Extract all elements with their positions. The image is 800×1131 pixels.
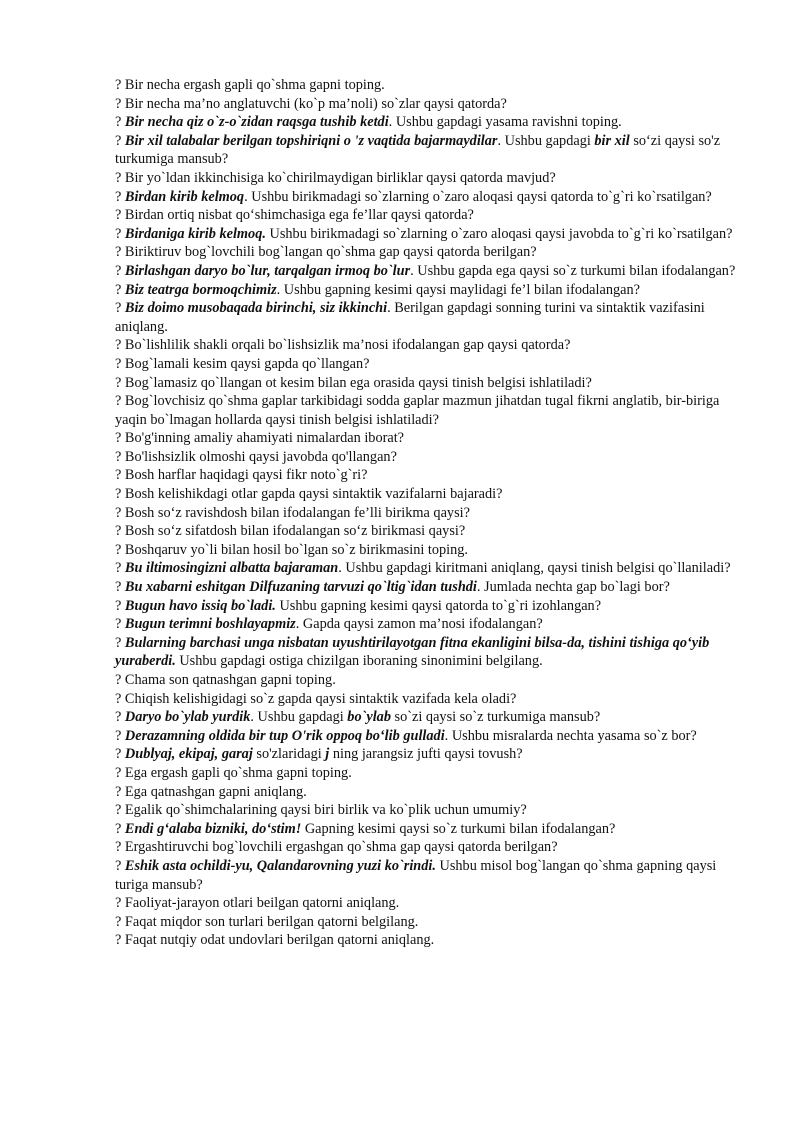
emphasized-text: Bir necha qiz o`z-o`zidan raqsga tushib ketdi <box>124 114 389 131</box>
question-item <box>115 299 744 336</box>
question-item <box>115 541 744 560</box>
question-item <box>115 764 744 783</box>
emphasized-text: Bugun havo issiq bo`ladi. <box>124 597 276 614</box>
question-text: . Ushbu misralarda nechta yasama so`z bor? <box>444 727 697 744</box>
question-item <box>115 931 744 950</box>
question-item <box>115 708 744 727</box>
emphasized-text: Dublyaj, ekipaj, garaj <box>124 746 253 763</box>
question-text: . Ushbu gapdagi <box>250 709 348 726</box>
question-text: ? Ergashtiruvchi bog`lovchili ergashgan qo`shma gap qaysi qatorda berilgan? <box>115 839 558 856</box>
question-text: ? Bog`lovchisiz qo`shma gaplar tarkibidagi sodda gaplar mazmun jihatdan tugal fikrni anglatib, bir-biriga yaqin bo`lmagan hollarda qaysi tinish belgisi ishlatiladi? <box>115 393 720 428</box>
question-item <box>115 671 744 690</box>
emphasized-text: Biz doimo musobaqada birinchi, siz ikkinchi <box>124 300 388 317</box>
question-text: ? <box>115 746 125 763</box>
question-text: ? <box>115 820 125 837</box>
question-item <box>115 262 744 281</box>
question-text: ? Bo'g'inning amaliy ahamiyati nimalardan iborat? <box>115 430 405 447</box>
question-text: ? Bog`lamali kesim qaysi gapda qo`llangan? <box>115 355 370 372</box>
question-item <box>115 615 744 634</box>
question-text: ? Bog`lamasiz qo`llangan ot kesim bilan ega orasida qaysi tinish belgisi ishlatiladi? <box>115 374 592 391</box>
question-text: ? <box>115 560 125 577</box>
emphasized-text: Birdaniga kirib kelmoq. <box>124 225 266 242</box>
question-text: ? Bo`lishlilik shakli orqali bo`lishsizlik ma’nosi ifodalangan gap qaysi qatorda? <box>115 337 571 354</box>
emphasized-text: Birdan kirib kelmoq <box>124 188 245 205</box>
question-item <box>115 132 744 169</box>
question-text: ? Chiqish kelishigidagi so`z gapda qaysi sintaktik vazifada kela oladi? <box>115 690 517 707</box>
question-item <box>115 745 744 764</box>
question-text: ? Boshqaruv yo`li bilan hosil bo`lgan so`z birikmasini toping. <box>115 541 469 558</box>
question-text: ? <box>115 857 125 874</box>
question-item <box>115 281 744 300</box>
question-item <box>115 838 744 857</box>
question-text: ? Bosh so‘z ravishdosh bilan ifodalangan fe’lli birikma qaysi? <box>115 504 470 521</box>
question-item <box>115 95 744 114</box>
emphasized-text: j <box>325 746 330 763</box>
question-item <box>115 225 744 244</box>
question-text: ? Faoliyat-jarayon otlari beilgan qatorni aniqlang. <box>115 895 400 912</box>
question-list <box>115 76 744 950</box>
question-item <box>115 169 744 188</box>
question-text: ? <box>115 281 125 298</box>
question-text: ? Ega ergash gapli qo`shma gapni toping. <box>115 764 352 781</box>
question-text: ? <box>115 579 125 596</box>
question-text: so'zlaridagi <box>252 746 326 763</box>
question-item <box>115 559 744 578</box>
question-text: . Ushbu birikmadagi so`zlarning o`zaro aloqasi qaysi qatorda to`g`ri ko`rsatilgan? <box>244 188 712 205</box>
emphasized-text: Derazamning oldida bir tup O'rik oppoq bo‘lib gulladi <box>124 727 445 744</box>
question-item <box>115 894 744 913</box>
question-item <box>115 597 744 616</box>
question-item <box>115 857 744 894</box>
question-text: . Ushbu gapdagi <box>497 132 595 149</box>
question-text: . Berilgan gapdagi sonning turini va sintaktik vazifasini aniqlang. <box>115 300 705 335</box>
question-text: ? Egalik qo`shimchalarining qaysi biri birlik va ko`plik uchun umumiy? <box>115 802 527 819</box>
question-text: ? <box>115 114 125 131</box>
emphasized-text: Bugun terimni boshlayapmiz <box>124 616 296 633</box>
emphasized-text: Bularning barchasi unga nisbatan uyushtirilayotgan fitna ekanligini bilsa-da, tishini tishiga qo‘yib yuraberdi. <box>115 634 710 670</box>
question-item <box>115 783 744 802</box>
question-text: ? <box>115 597 125 614</box>
question-text: ? <box>115 727 125 744</box>
question-item <box>115 522 744 541</box>
question-text: ? Bosh so‘z sifatdosh bilan ifodalangan so‘z birikmasi qaysi? <box>115 523 466 540</box>
question-text: ? <box>115 225 125 242</box>
question-item <box>115 466 744 485</box>
question-item <box>115 820 744 839</box>
question-item <box>115 485 744 504</box>
question-item <box>115 578 744 597</box>
question-item <box>115 374 744 393</box>
question-text: Ushbu birikmadagi so`zlarning o`zaro aloqasi qaysi javobda to`g`ri ko`rsatilgan? <box>265 225 733 242</box>
emphasized-text: Bir xil talabalar berilgan topshiriqni o 'z vaqtida bajarmaydilar <box>124 132 498 149</box>
question-text: ? Bir necha ma’no anglatuvchi (ko`p ma’noli) so`zlar qaysi qatorda? <box>115 95 507 112</box>
question-item <box>115 504 744 523</box>
question-text: ? Faqat nutqiy odat undovlari berilgan qatorni aniqlang. <box>115 932 435 949</box>
emphasized-text: Bu xabarni eshitgan Dilfuzaning tarvuzi qo`ltig`idan tushdi <box>124 579 477 596</box>
question-item <box>115 913 744 932</box>
question-text: ? Faqat miqdor son turlari berilgan qatorni belgilang. <box>115 913 419 930</box>
question-item <box>115 690 744 709</box>
question-text: . Jumlada nechta gap bo`lagi bor? <box>476 579 670 596</box>
question-text: ? <box>115 616 125 633</box>
question-text: ? Bir necha ergash gapli qo`shma gapni toping. <box>115 77 385 93</box>
question-text: ? Biriktiruv bog`lovchili bog`langan qo`shma gap qaysi qatorda berilgan? <box>115 244 537 261</box>
emphasized-text: Birlashgan daryo bo`lur, tarqalgan irmoq bo`lur <box>124 262 411 279</box>
question-text: ? <box>115 132 125 149</box>
emphasized-text: Endi g‘alaba bizniki, do‘stim! <box>124 820 302 837</box>
emphasized-text: Daryo bo`ylab yurdik <box>124 709 251 726</box>
question-text: Ushbu misol bog`langan qo`shma gapning qaysi turiga mansub? <box>115 857 717 893</box>
question-item <box>115 188 744 207</box>
question-text: ? Bosh harflar haqidagi qaysi fikr noto`g`ri? <box>115 467 368 484</box>
emphasized-text: bir xil <box>594 132 630 149</box>
emphasized-text: Eshik asta ochildi-yu, Qalandarovning yuzi ko`rindi. <box>124 857 436 874</box>
emphasized-text: Biz teatrga bormoqchimiz <box>124 281 277 298</box>
question-item <box>115 355 744 374</box>
question-text: . Ushbu gapdagi kiritmani aniqlang, qaysi tinish belgisi qo`llaniladi? <box>338 560 731 577</box>
question-text: ? <box>115 300 125 317</box>
question-text: ? Ega qatnashgan gapni aniqlang. <box>115 783 307 800</box>
question-item <box>115 634 744 671</box>
question-text: ? Birdan ortiq nisbat qo‘shimchasiga ega fe’llar qaysi qatorda? <box>115 207 474 224</box>
question-text: . Ushbu gapning kesimi qaysi maylidagi fe’l bilan ifodalangan? <box>276 281 640 298</box>
question-text: Ushbu gapning kesimi qaysi qatorda to`g`ri izohlangan? <box>275 597 602 614</box>
question-text: . Gapda qaysi zamon ma’nosi ifodalangan? <box>295 616 543 633</box>
question-item <box>115 206 744 225</box>
question-item <box>115 243 744 262</box>
question-item <box>115 727 744 746</box>
question-text: Gapning kesimi qaysi so`z turkumi bilan ifodalangan? <box>301 820 616 837</box>
question-text: . Ushbu gapda ega qaysi so`z turkumi bilan ifodalangan? <box>410 262 736 279</box>
question-text: Ushbu gapdagi ostiga chizilgan iboraning sinonimini belgilang. <box>175 653 543 670</box>
question-item <box>115 113 744 132</box>
question-item <box>115 429 744 448</box>
question-text: so`zi qaysi so`z turkumiga mansub? <box>390 709 601 726</box>
question-text: . Ushbu gapdagi yasama ravishni toping. <box>388 114 622 131</box>
question-text: ? <box>115 262 125 279</box>
question-item <box>115 76 744 95</box>
question-text: ? <box>115 709 125 726</box>
emphasized-text: Bu iltimosingizni albatta bajaraman <box>124 560 339 577</box>
question-text: ? Bosh kelishikdagi otlar gapda qaysi sintaktik vazifalarni bajaradi? <box>115 486 503 503</box>
question-text: ? Chama son qatnashgan gapni toping. <box>115 672 336 688</box>
question-text: ning jarangsiz jufti qaysi tovush? <box>329 746 523 763</box>
question-item <box>115 801 744 820</box>
question-item <box>115 392 744 429</box>
question-item <box>115 448 744 467</box>
question-item <box>115 336 744 355</box>
question-text: so‘zi qaysi so'z turkumiga mansub? <box>115 132 721 168</box>
question-text: ? Bir yo`ldan ikkinchisiga ko`chirilmaydigan birliklar qaysi qatorda mavjud? <box>115 169 556 186</box>
question-text: ? <box>115 188 125 205</box>
question-text: ? <box>115 634 125 651</box>
question-text: ? Bo'lishsizlik olmoshi qaysi javobda qo'llangan? <box>115 448 397 465</box>
emphasized-text: bo`ylab <box>347 709 391 726</box>
